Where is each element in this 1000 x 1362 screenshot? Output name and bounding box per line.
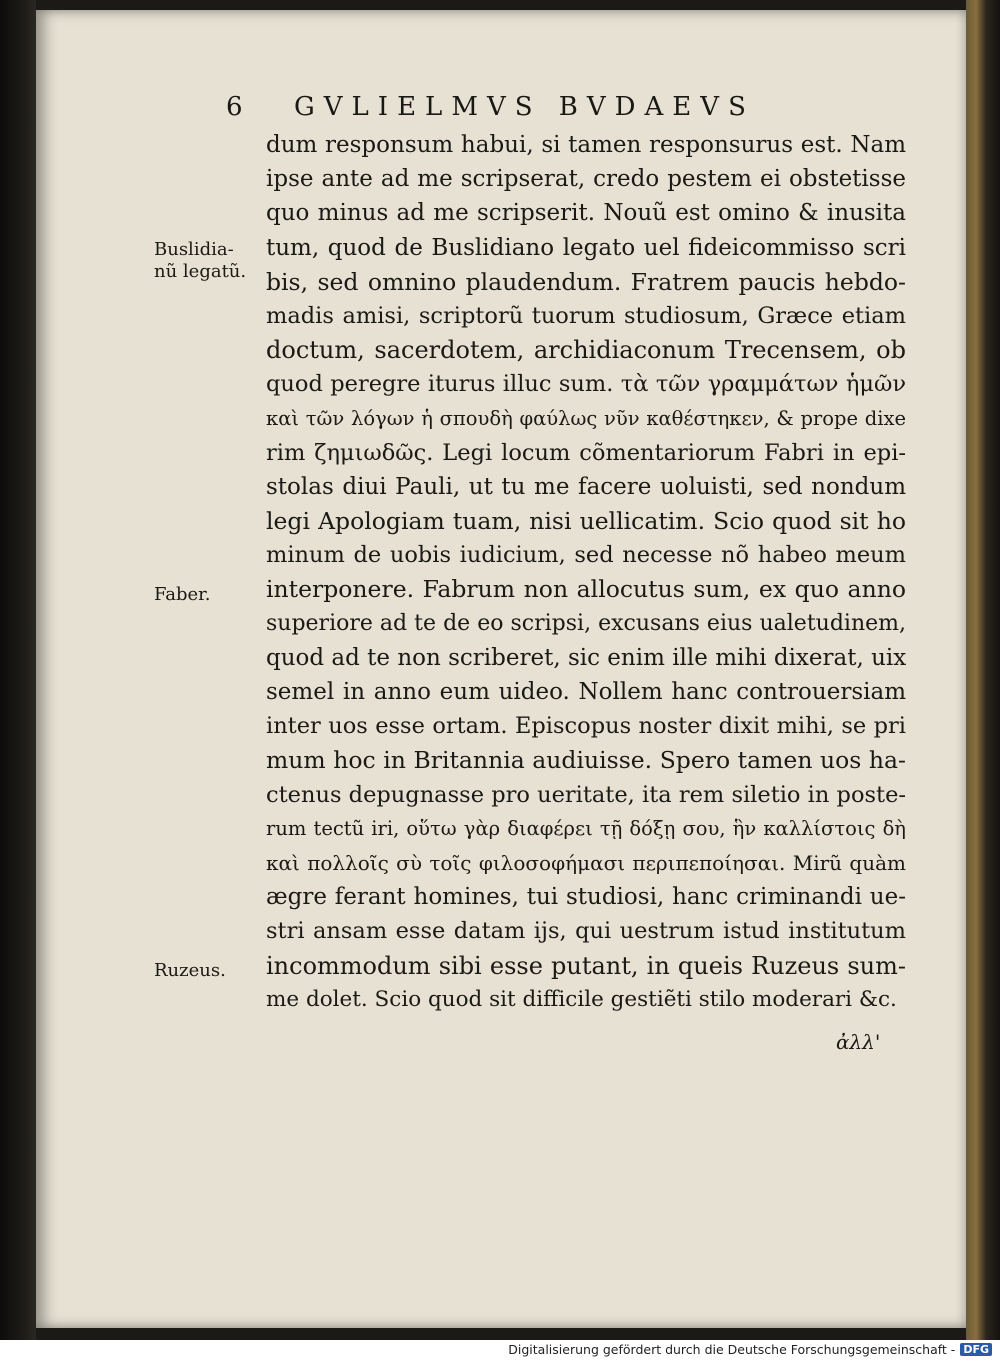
footer-credit — [508, 1342, 992, 1357]
text-line: interponere. Fabrum non allocutus sum, ex quo anno — [266, 575, 906, 604]
text-line: inter uos esse ortam. Episcopus noster dixit mihi, se pri — [266, 713, 906, 740]
marginal-note: Buslidia- — [154, 239, 234, 260]
text-line: tum, quod de Buslidiano legato uel fideicommisso scri — [266, 234, 906, 261]
text-line: καὶ τῶν λόγων ἡ σπουδὴ φαύλως νῦν καθέστηκεν, & prope dixe — [266, 406, 906, 430]
marginal-note: Faber. — [154, 584, 211, 605]
text-line: bis, sed omnino plaudendum. Fratrem paucis hebdo- — [266, 267, 906, 296]
text-line: mum hoc in Britannia audiuisse. Spero tamen uos ha- — [266, 746, 906, 775]
marginal-note: Ruzeus. — [154, 960, 226, 981]
dfg-logo-icon: DFG — [960, 1343, 992, 1356]
text-line: ægre ferant homines, tui studiosi, hanc criminandi ue- — [266, 884, 906, 911]
text-line: ipse ante ad me scripserat, credo pestem ei obstetisse — [266, 166, 906, 193]
footer-bar — [0, 1340, 1000, 1362]
text-line: stri ansam esse datam ijs, qui uestrum istud institutum — [266, 918, 906, 945]
text-line: quod peregre iturus illuc sum. τὰ τῶν γραμμάτων ἡμῶν — [266, 371, 906, 398]
text-line: ctenus depugnasse pro ueritate, ita rem siletio in poste- — [266, 781, 906, 808]
text-line: doctum, sacerdotem, archidiaconum Trecensem, ob — [266, 336, 906, 365]
text-line: madis amisi, scriptorũ tuorum studiosum, Græce etiam — [266, 302, 906, 329]
running-head — [36, 92, 966, 132]
text-line: semel in anno eum uideo. Nollem hanc controuersiam — [266, 679, 906, 705]
marginal-note: nũ legatũ. — [154, 261, 247, 282]
catchword: ἀλλ' — [836, 1030, 881, 1054]
text-line: καὶ πολλοῖς σὺ τοῖς φιλοσοφήμασι περιπεποίησαι. Mirũ quàm — [266, 850, 906, 875]
binding-edge — [0, 0, 36, 1340]
body-text — [266, 128, 906, 1017]
text-line: rim ζημιωδῶς. Legi locum cõmentariorum Fabri in epi- — [266, 439, 906, 466]
footer-credit-text: Digitalisierung gefördert durch die Deutsche Forschungsgemeinschaft - — [508, 1342, 956, 1357]
text-line: superiore ad te de eo scripsi, excusans eius ualetudinem, — [266, 610, 906, 636]
text-line: dum responsum habui, si tamen responsurus est. Nam — [266, 132, 906, 158]
text-line: legi Apologiam tuam, nisi uellicatim. Scio quod sit ho — [266, 507, 906, 536]
page-number: 6 — [226, 92, 244, 122]
text-line: me dolet. Scio quod sit difficile gestiẽti stilo moderari &c. — [266, 986, 897, 1012]
text-line: rum tectũ iri, οὕτω γὰρ διαφέρει τῇ δόξῃ σου, ἣν καλλίστοις δὴ — [266, 816, 906, 840]
text-line: minum de uobis iudicium, sed necesse nõ habeo meum — [266, 542, 906, 569]
text-line: quo minus ad me scripserit. Nouũ est omino & inusita — [266, 200, 906, 227]
text-line: quod ad te non scriberet, sic enim ille mihi dixerat, uix — [266, 644, 907, 671]
book-page — [36, 10, 966, 1328]
page-edge — [966, 0, 1000, 1340]
text-line: stolas diui Pauli, ut tu me facere uoluisti, sed nondum — [266, 473, 906, 500]
running-head-title: GVLIELMVS BVDAEVS — [294, 92, 755, 122]
text-line: incommodum sibi esse putant, in queis Ruzeus sum- — [266, 951, 906, 980]
